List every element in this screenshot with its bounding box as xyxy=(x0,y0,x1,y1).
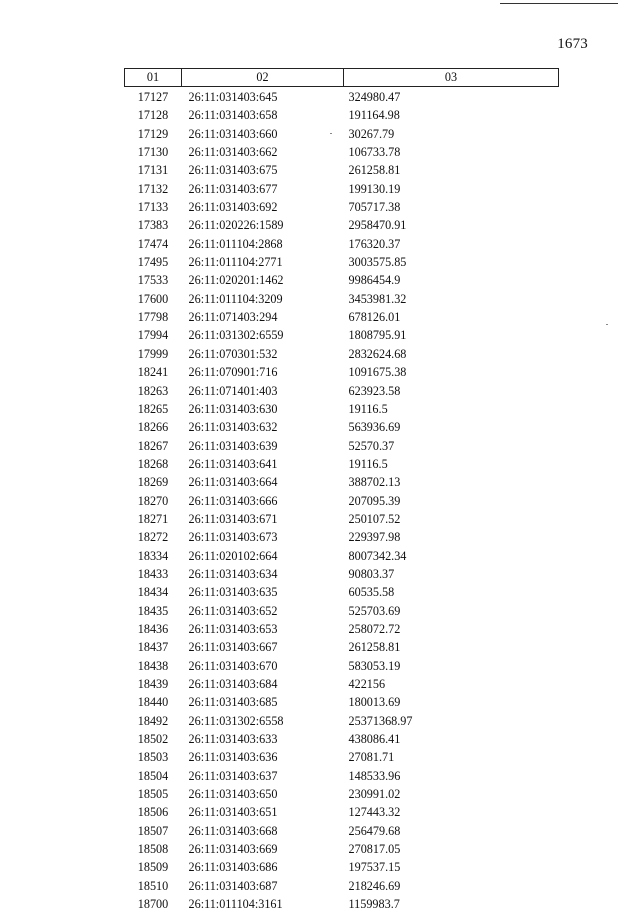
table-row xyxy=(125,271,559,289)
table-row xyxy=(125,638,559,656)
cadastral-number-cell: 26:11:031403:633 xyxy=(182,730,344,748)
row-number-cell: 18505 xyxy=(125,785,182,803)
value-cell: 525703.69 xyxy=(344,602,559,620)
row-number-cell: 18270 xyxy=(125,492,182,510)
value-cell: 270817.05 xyxy=(344,840,559,858)
row-number-cell: 17127 xyxy=(125,87,182,107)
row-number-cell: 17383 xyxy=(125,216,182,234)
row-number-cell: 18269 xyxy=(125,473,182,491)
value-cell: 60535.58 xyxy=(344,583,559,601)
column-header-02: 02 xyxy=(182,69,344,87)
row-number-cell: 18268 xyxy=(125,455,182,473)
cadastral-number-cell: 26:11:020226:1589 xyxy=(182,216,344,234)
scan-speck xyxy=(606,324,608,325)
row-number-cell: 18506 xyxy=(125,803,182,821)
cadastral-number-cell: 26:11:031403:639 xyxy=(182,437,344,455)
row-number-cell: 17131 xyxy=(125,161,182,179)
cadastral-number-cell: 26:11:031403:641 xyxy=(182,455,344,473)
table-header-row xyxy=(125,69,559,87)
cadastral-number-cell: 26:11:031403:673 xyxy=(182,528,344,546)
row-number-cell: 17133 xyxy=(125,198,182,216)
value-cell: 207095.39 xyxy=(344,492,559,510)
cadastral-number-cell: 26:11:011104:2868 xyxy=(182,235,344,253)
cadastral-number-cell: 26:11:031403:632 xyxy=(182,418,344,436)
cadastral-number-cell: 26:11:031403:687 xyxy=(182,877,344,895)
row-number-cell: 18435 xyxy=(125,602,182,620)
row-number-cell: 18433 xyxy=(125,565,182,583)
cadastral-number-cell: 26:11:020201:1462 xyxy=(182,271,344,289)
row-number-cell: 17495 xyxy=(125,253,182,271)
cadastral-number-cell: 26:11:071403:294 xyxy=(182,308,344,326)
table-body xyxy=(125,87,559,913)
value-cell: 8007342.34 xyxy=(344,547,559,565)
value-cell: 30267.79 xyxy=(344,125,559,143)
table-row xyxy=(125,161,559,179)
table-row xyxy=(125,748,559,766)
table-row xyxy=(125,125,559,143)
table-row xyxy=(125,895,559,913)
cadastral-number-cell: 26:11:031403:636 xyxy=(182,748,344,766)
table-row xyxy=(125,767,559,785)
row-number-cell: 17130 xyxy=(125,143,182,161)
cadastral-number-cell: 26:11:031403:634 xyxy=(182,565,344,583)
column-header-01: 01 xyxy=(125,69,182,87)
cadastral-number-cell: 26:11:031403:651 xyxy=(182,803,344,821)
table-row xyxy=(125,730,559,748)
row-number-cell: 18508 xyxy=(125,840,182,858)
cadastral-number-cell: 26:11:031403:668 xyxy=(182,822,344,840)
row-number-cell: 17129 xyxy=(125,125,182,143)
row-number-cell: 18504 xyxy=(125,767,182,785)
value-cell: 230991.02 xyxy=(344,785,559,803)
data-table xyxy=(124,68,559,913)
row-number-cell: 17798 xyxy=(125,308,182,326)
value-cell: 197537.15 xyxy=(344,858,559,876)
row-number-cell: 18440 xyxy=(125,693,182,711)
value-cell: 90803.37 xyxy=(344,565,559,583)
cadastral-number-cell: 26:11:031403:660 xyxy=(182,125,344,143)
cadastral-number-cell: 26:11:031403:666 xyxy=(182,492,344,510)
value-cell: 583053.19 xyxy=(344,657,559,675)
table-row xyxy=(125,363,559,381)
row-number-cell: 18507 xyxy=(125,822,182,840)
cadastral-number-cell: 26:11:031403:664 xyxy=(182,473,344,491)
cadastral-number-cell: 26:11:071401:403 xyxy=(182,382,344,400)
cadastral-number-cell: 26:11:031403:670 xyxy=(182,657,344,675)
table-row xyxy=(125,216,559,234)
value-cell: 705717.38 xyxy=(344,198,559,216)
value-cell: 256479.68 xyxy=(344,822,559,840)
row-number-cell: 18492 xyxy=(125,712,182,730)
table-row xyxy=(125,492,559,510)
value-cell: 106733.78 xyxy=(344,143,559,161)
table-row xyxy=(125,290,559,308)
row-number-cell: 18241 xyxy=(125,363,182,381)
row-number-cell: 17474 xyxy=(125,235,182,253)
top-rule xyxy=(500,3,618,4)
table-row xyxy=(125,473,559,491)
cadastral-number-cell: 26:11:031403:653 xyxy=(182,620,344,638)
value-cell: 19116.5 xyxy=(344,455,559,473)
row-number-cell: 18437 xyxy=(125,638,182,656)
row-number-cell: 18436 xyxy=(125,620,182,638)
table-row xyxy=(125,877,559,895)
cadastral-number-cell: 26:11:031403:677 xyxy=(182,180,344,198)
value-cell: 127443.32 xyxy=(344,803,559,821)
cadastral-number-cell: 26:11:031403:645 xyxy=(182,87,344,107)
table-row xyxy=(125,253,559,271)
table-row xyxy=(125,675,559,693)
cadastral-number-cell: 26:11:031403:671 xyxy=(182,510,344,528)
value-cell: 438086.41 xyxy=(344,730,559,748)
cadastral-number-cell: 26:11:011104:3161 xyxy=(182,895,344,913)
table-row xyxy=(125,858,559,876)
table-row xyxy=(125,198,559,216)
value-cell: 218246.69 xyxy=(344,877,559,895)
value-cell: 422156 xyxy=(344,675,559,693)
row-number-cell: 18267 xyxy=(125,437,182,455)
value-cell: 52570.37 xyxy=(344,437,559,455)
row-number-cell: 18438 xyxy=(125,657,182,675)
table-row xyxy=(125,326,559,344)
table-row xyxy=(125,785,559,803)
row-number-cell: 18263 xyxy=(125,382,182,400)
value-cell: 623923.58 xyxy=(344,382,559,400)
table-row xyxy=(125,657,559,675)
cadastral-number-cell: 26:11:011104:3209 xyxy=(182,290,344,308)
table-row xyxy=(125,712,559,730)
column-header-03: 03 xyxy=(344,69,559,87)
value-cell: 324980.47 xyxy=(344,87,559,107)
cadastral-number-cell: 26:11:031403:675 xyxy=(182,161,344,179)
table-row xyxy=(125,840,559,858)
table-row xyxy=(125,693,559,711)
row-number-cell: 18434 xyxy=(125,583,182,601)
value-cell: 1808795.91 xyxy=(344,326,559,344)
value-cell: 258072.72 xyxy=(344,620,559,638)
row-number-cell: 18503 xyxy=(125,748,182,766)
table-row xyxy=(125,180,559,198)
value-cell: 250107.52 xyxy=(344,510,559,528)
cadastral-number-cell: 26:11:031403:684 xyxy=(182,675,344,693)
cadastral-number-cell: 26:11:031403:630 xyxy=(182,400,344,418)
cadastral-number-cell: 26:11:070301:532 xyxy=(182,345,344,363)
value-cell: 27081.71 xyxy=(344,748,559,766)
table-row xyxy=(125,235,559,253)
value-cell: 180013.69 xyxy=(344,693,559,711)
value-cell: 199130.19 xyxy=(344,180,559,198)
value-cell: 3453981.32 xyxy=(344,290,559,308)
cadastral-number-cell: 26:11:031302:6558 xyxy=(182,712,344,730)
value-cell: 1091675.38 xyxy=(344,363,559,381)
row-number-cell: 18265 xyxy=(125,400,182,418)
cadastral-number-cell: 26:11:031403:650 xyxy=(182,785,344,803)
row-number-cell: 17132 xyxy=(125,180,182,198)
row-number-cell: 17999 xyxy=(125,345,182,363)
cadastral-number-cell: 26:11:031403:685 xyxy=(182,693,344,711)
value-cell: 148533.96 xyxy=(344,767,559,785)
cadastral-number-cell: 26:11:031403:637 xyxy=(182,767,344,785)
table-row xyxy=(125,418,559,436)
table-row xyxy=(125,803,559,821)
value-cell: 261258.81 xyxy=(344,161,559,179)
table-row xyxy=(125,308,559,326)
cadastral-number-cell: 26:11:031403:669 xyxy=(182,840,344,858)
row-number-cell: 18334 xyxy=(125,547,182,565)
value-cell: 1159983.7 xyxy=(344,895,559,913)
table-row xyxy=(125,143,559,161)
table-row xyxy=(125,345,559,363)
table-row xyxy=(125,437,559,455)
cadastral-number-cell: 26:11:031403:662 xyxy=(182,143,344,161)
row-number-cell: 18439 xyxy=(125,675,182,693)
row-number-cell: 17533 xyxy=(125,271,182,289)
table-row xyxy=(125,822,559,840)
table-row xyxy=(125,510,559,528)
value-cell: 191164.98 xyxy=(344,106,559,124)
value-cell: 678126.01 xyxy=(344,308,559,326)
table-row xyxy=(125,528,559,546)
table-row xyxy=(125,87,559,107)
row-number-cell: 18502 xyxy=(125,730,182,748)
table-row xyxy=(125,382,559,400)
value-cell: 388702.13 xyxy=(344,473,559,491)
table-row xyxy=(125,602,559,620)
row-number-cell: 18271 xyxy=(125,510,182,528)
cadastral-number-cell: 26:11:031302:6559 xyxy=(182,326,344,344)
cadastral-number-cell: 26:11:031403:692 xyxy=(182,198,344,216)
table-row xyxy=(125,620,559,638)
row-number-cell: 18272 xyxy=(125,528,182,546)
table-row xyxy=(125,106,559,124)
table-row xyxy=(125,565,559,583)
value-cell: 2958470.91 xyxy=(344,216,559,234)
value-cell: 2832624.68 xyxy=(344,345,559,363)
row-number-cell: 17994 xyxy=(125,326,182,344)
value-cell: 176320.37 xyxy=(344,235,559,253)
cadastral-number-cell: 26:11:011104:2771 xyxy=(182,253,344,271)
table-row xyxy=(125,455,559,473)
value-cell: 261258.81 xyxy=(344,638,559,656)
cadastral-number-cell: 26:11:031403:658 xyxy=(182,106,344,124)
row-number-cell: 17128 xyxy=(125,106,182,124)
table-row xyxy=(125,547,559,565)
cadastral-number-cell: 26:11:031403:686 xyxy=(182,858,344,876)
value-cell: 19116.5 xyxy=(344,400,559,418)
table-row xyxy=(125,583,559,601)
row-number-cell: 18700 xyxy=(125,895,182,913)
row-number-cell: 18509 xyxy=(125,858,182,876)
scan-speck xyxy=(330,133,332,134)
cadastral-number-cell: 26:11:031403:652 xyxy=(182,602,344,620)
value-cell: 229397.98 xyxy=(344,528,559,546)
value-cell: 563936.69 xyxy=(344,418,559,436)
page-number: 1673 xyxy=(557,36,588,53)
cadastral-number-cell: 26:11:031403:667 xyxy=(182,638,344,656)
row-number-cell: 18510 xyxy=(125,877,182,895)
cadastral-number-cell: 26:11:031403:635 xyxy=(182,583,344,601)
cadastral-number-cell: 26:11:020102:664 xyxy=(182,547,344,565)
value-cell: 3003575.85 xyxy=(344,253,559,271)
row-number-cell: 17600 xyxy=(125,290,182,308)
row-number-cell: 18266 xyxy=(125,418,182,436)
table-row xyxy=(125,400,559,418)
cadastral-number-cell: 26:11:070901:716 xyxy=(182,363,344,381)
value-cell: 25371368.97 xyxy=(344,712,559,730)
value-cell: 9986454.9 xyxy=(344,271,559,289)
